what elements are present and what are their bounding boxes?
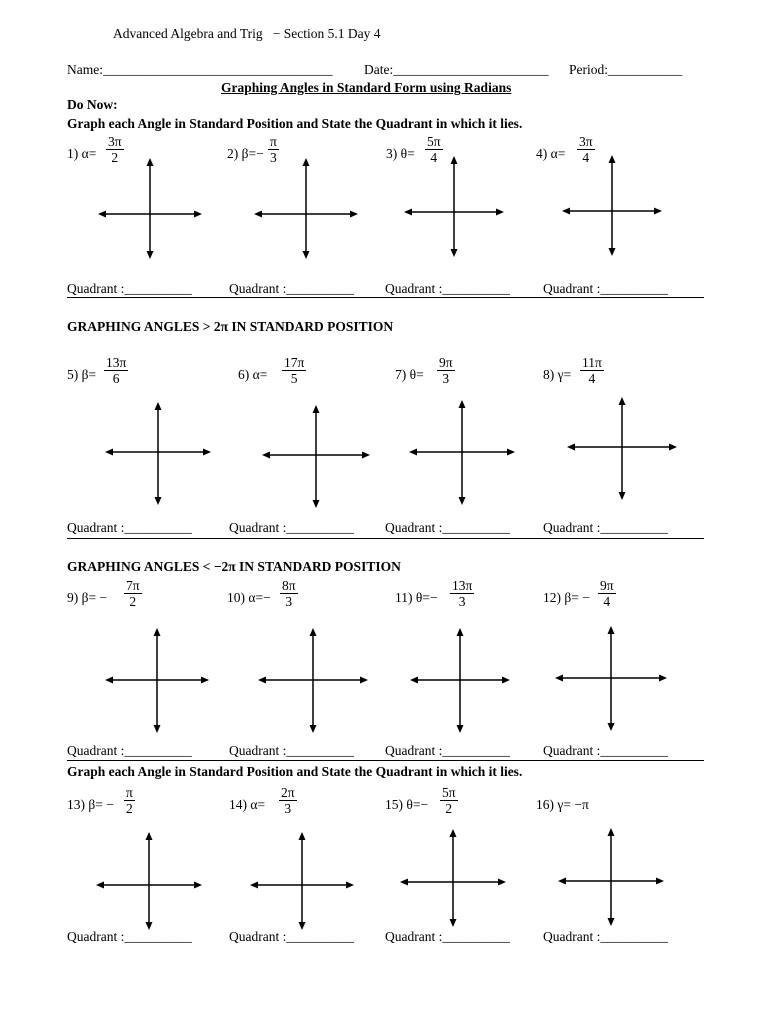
y-axis-arrow-up-icon (155, 402, 162, 410)
quadrant-answer-4[interactable] (543, 281, 668, 297)
do-now-label: Do Now: (67, 97, 118, 112)
quadrant-blank[interactable]: __________ (600, 281, 668, 296)
x-axis-arrow-left-icon (562, 208, 570, 215)
fraction-denominator: 3 (280, 593, 298, 609)
quadrant-answer-6[interactable] (229, 520, 354, 536)
x-axis-arrow-left-icon (400, 879, 408, 886)
angle-fraction (598, 578, 616, 609)
fraction-denominator: 5 (282, 370, 306, 386)
y-axis-arrow-down-icon (147, 251, 154, 259)
quadrant-label: Quadrant : (385, 281, 443, 296)
x-axis-arrow-left-icon (409, 449, 417, 456)
problem-label: 16) γ= −π (536, 797, 589, 812)
angle-fraction (280, 578, 298, 609)
coordinate-axes[interactable] (246, 150, 366, 267)
section-heading-2: GRAPHING ANGLES > 2π IN STANDARD POSITION (67, 319, 394, 334)
section-label: − Section 5.1 Day 4 (272, 26, 381, 41)
quadrant-label: Quadrant : (385, 929, 443, 944)
quadrant-answer-16[interactable] (543, 929, 668, 945)
y-axis-arrow-up-icon (154, 628, 161, 636)
quadrant-answer-14[interactable] (229, 929, 354, 945)
quadrant-blank[interactable]: __________ (442, 281, 510, 296)
quadrant-label: Quadrant : (543, 281, 601, 296)
fraction-numerator: 3π (108, 134, 122, 149)
problem-5 (67, 355, 217, 395)
quadrant-answer-3[interactable] (385, 281, 510, 297)
quadrant-answer-1[interactable] (67, 281, 192, 297)
x-axis-arrow-right-icon (496, 209, 504, 216)
coordinate-axes[interactable] (559, 389, 685, 508)
quadrant-blank[interactable]: __________ (286, 743, 354, 758)
x-axis-arrow-left-icon (258, 677, 266, 684)
quadrant-answer-12[interactable] (543, 743, 668, 759)
y-axis-arrow-down-icon (450, 919, 457, 927)
instructions: Graph each Angle in Standard Position and State the Quadrant in which it lies. (67, 116, 523, 131)
problem-label: 1) α= (67, 146, 97, 161)
quadrant-answer-15[interactable] (385, 929, 510, 945)
problem-13 (67, 785, 217, 825)
quadrant-blank[interactable]: __________ (286, 520, 354, 535)
quadrant-blank[interactable]: __________ (600, 929, 668, 944)
quadrant-blank[interactable]: __________ (124, 743, 192, 758)
date-label: Date: (364, 62, 394, 77)
x-axis-arrow-left-icon (404, 209, 412, 216)
y-axis-arrow-down-icon (457, 725, 464, 733)
y-axis-arrow-down-icon (154, 725, 161, 733)
coordinate-axes[interactable] (250, 620, 376, 741)
quadrant-answer-5[interactable] (67, 520, 192, 536)
name-blank[interactable]: __________________________________ (103, 62, 333, 77)
problem-label: 10) α=− (227, 590, 271, 605)
fraction-denominator: 6 (104, 370, 128, 386)
y-axis-arrow-down-icon (609, 248, 616, 256)
x-axis-arrow-left-icon (262, 452, 270, 459)
x-axis-arrow-right-icon (203, 449, 211, 456)
period-label: Period: (569, 62, 608, 77)
problem-15 (385, 785, 535, 825)
y-axis-arrow-up-icon (146, 832, 153, 840)
x-axis-arrow-left-icon (250, 882, 258, 889)
problem-16 (536, 785, 686, 825)
angle-fraction (124, 785, 135, 816)
coordinate-axes[interactable] (254, 397, 378, 516)
quadrant-blank[interactable]: __________ (600, 520, 668, 535)
quadrant-blank[interactable]: __________ (442, 520, 510, 535)
quadrant-label: Quadrant : (543, 743, 601, 758)
angle-fraction (279, 785, 297, 816)
problem-label: 2) β=− (227, 146, 264, 161)
angle-fraction (104, 355, 128, 386)
fraction-numerator: 3π (579, 134, 593, 149)
page-title: Graphing Angles in Standard Form using Radians (221, 80, 512, 95)
problem-label: 12) β= − (543, 590, 590, 605)
fraction-numerator: π (126, 785, 133, 800)
angle-fraction (450, 578, 474, 609)
problem-label: 11) θ=− (395, 590, 438, 605)
x-axis-arrow-left-icon (96, 882, 104, 889)
quadrant-blank[interactable]: __________ (124, 281, 192, 296)
name-label: Name: (67, 62, 103, 77)
coordinate-axes[interactable] (97, 620, 217, 741)
problem-label: 9) β= − (67, 590, 108, 605)
x-axis-arrow-left-icon (558, 878, 566, 885)
coordinate-axes[interactable] (554, 147, 670, 264)
quadrant-blank[interactable]: __________ (286, 281, 354, 296)
coordinate-axes[interactable] (88, 824, 210, 938)
x-axis-arrow-left-icon (98, 211, 106, 218)
y-axis-arrow-up-icon (609, 155, 616, 163)
quadrant-label: Quadrant : (543, 929, 601, 944)
fraction-numerator: 8π (282, 578, 296, 593)
fraction-denominator: 3 (268, 149, 279, 165)
x-axis-arrow-right-icon (498, 879, 506, 886)
y-axis-arrow-down-icon (608, 918, 615, 926)
x-axis-arrow-right-icon (201, 677, 209, 684)
y-axis-arrow-down-icon (155, 497, 162, 505)
y-axis-arrow-up-icon (457, 628, 464, 636)
problem-12 (543, 578, 693, 618)
fraction-denominator: 2 (106, 149, 124, 165)
quadrant-label: Quadrant : (229, 743, 287, 758)
date-line (364, 62, 549, 78)
fraction-denominator: 3 (450, 593, 474, 609)
problem-label: 8) γ= (543, 367, 572, 382)
y-axis-arrow-down-icon (459, 497, 466, 505)
x-axis-arrow-right-icon (350, 211, 358, 218)
fraction-numerator: 7π (126, 578, 140, 593)
coordinate-axes[interactable] (396, 148, 512, 265)
fraction-numerator: 2π (281, 785, 295, 800)
quadrant-label: Quadrant : (229, 281, 287, 296)
quadrant-label: Quadrant : (67, 520, 125, 535)
x-axis-arrow-right-icon (507, 449, 515, 456)
y-axis-arrow-up-icon (450, 829, 457, 837)
x-axis-arrow-right-icon (659, 675, 667, 682)
quadrant-blank[interactable]: __________ (442, 743, 510, 758)
y-axis-arrow-up-icon (303, 158, 310, 166)
period-blank[interactable]: ___________ (608, 62, 683, 77)
period-line (569, 62, 682, 78)
y-axis-arrow-down-icon (313, 500, 320, 508)
quadrant-label: Quadrant : (543, 520, 601, 535)
fraction-numerator: 9π (439, 355, 453, 370)
quadrant-label: Quadrant : (67, 281, 125, 296)
fraction-denominator: 4 (598, 593, 616, 609)
y-axis-arrow-down-icon (608, 723, 615, 731)
fraction-denominator: 2 (124, 800, 135, 816)
quadrant-answer-10[interactable] (229, 743, 354, 759)
x-axis-arrow-right-icon (346, 882, 354, 889)
problem-9 (67, 578, 217, 618)
y-axis-arrow-up-icon (619, 397, 626, 405)
problem-label: 5) β= (67, 367, 97, 382)
fraction-denominator: 2 (124, 593, 142, 609)
y-axis-arrow-down-icon (451, 249, 458, 257)
problem-label: 3) θ= (386, 146, 415, 161)
problem-label: 13) β= − (67, 797, 114, 812)
angle-fraction (437, 355, 455, 386)
problem-label: 14) α= (229, 797, 266, 812)
x-axis-arrow-right-icon (654, 208, 662, 215)
y-axis-arrow-up-icon (608, 828, 615, 836)
coordinate-axes[interactable] (547, 618, 675, 739)
fraction-numerator: 11π (582, 355, 602, 370)
fraction-denominator: 4 (577, 149, 595, 165)
coordinate-axes[interactable] (242, 824, 362, 938)
course-title (113, 26, 380, 42)
problem-label: 4) α= (536, 146, 566, 161)
section-heading-3: GRAPHING ANGLES < −2π IN STANDARD POSITION (67, 559, 401, 574)
angle-fraction (282, 355, 306, 386)
y-axis-arrow-down-icon (310, 725, 317, 733)
quadrant-label: Quadrant : (229, 520, 287, 535)
quadrant-answer-9[interactable] (67, 743, 192, 759)
coordinate-axes[interactable] (90, 150, 210, 267)
quadrant-label: Quadrant : (229, 929, 287, 944)
fraction-numerator: 5π (442, 785, 456, 800)
fraction-numerator: 5π (427, 134, 441, 149)
fraction-denominator: 3 (279, 800, 297, 816)
angle-fraction (124, 578, 142, 609)
problem-label: 7) θ= (395, 367, 424, 382)
fraction-denominator: 2 (440, 800, 458, 816)
problem-label: 6) α= (238, 367, 268, 382)
quadrant-answer-2[interactable] (229, 281, 354, 297)
problem-10 (227, 578, 377, 618)
x-axis-arrow-right-icon (502, 677, 510, 684)
quadrant-blank[interactable]: __________ (124, 929, 192, 944)
divider-1 (67, 297, 704, 298)
name-line (67, 62, 333, 78)
x-axis-arrow-left-icon (105, 449, 113, 456)
x-axis-arrow-right-icon (362, 452, 370, 459)
quadrant-label: Quadrant : (67, 743, 125, 758)
angle-fraction (440, 785, 458, 816)
fraction-numerator: 13π (106, 355, 127, 370)
y-axis-arrow-up-icon (310, 628, 317, 636)
problem-11 (395, 578, 545, 618)
y-axis-arrow-up-icon (299, 832, 306, 840)
y-axis-arrow-up-icon (147, 158, 154, 166)
y-axis-arrow-up-icon (608, 626, 615, 634)
x-axis-arrow-left-icon (410, 677, 418, 684)
coordinate-axes[interactable] (550, 820, 672, 934)
section-heading-4: Graph each Angle in Standard Position and State the Quadrant in which it lies. (67, 764, 523, 779)
problem-label: 15) θ=− (385, 797, 429, 812)
angle-fraction (580, 355, 604, 386)
quadrant-label: Quadrant : (385, 743, 443, 758)
quadrant-label: Quadrant : (385, 520, 443, 535)
y-axis-arrow-down-icon (303, 251, 310, 259)
divider-3 (67, 760, 704, 761)
x-axis-arrow-right-icon (656, 878, 664, 885)
y-axis-arrow-up-icon (313, 405, 320, 413)
problem-7 (395, 355, 545, 395)
coordinate-axes[interactable] (97, 394, 219, 513)
quadrant-blank[interactable]: __________ (124, 520, 192, 535)
quadrant-blank[interactable]: __________ (600, 743, 668, 758)
problem-6 (238, 355, 388, 395)
fraction-denominator: 4 (425, 149, 443, 165)
quadrant-blank[interactable]: __________ (442, 929, 510, 944)
quadrant-answer-7[interactable] (385, 520, 510, 536)
x-axis-arrow-left-icon (105, 677, 113, 684)
fraction-denominator: 4 (580, 370, 604, 386)
x-axis-arrow-left-icon (555, 675, 563, 682)
y-axis-arrow-down-icon (619, 492, 626, 500)
fraction-denominator: 3 (437, 370, 455, 386)
x-axis-arrow-right-icon (194, 211, 202, 218)
quadrant-answer-13[interactable] (67, 929, 192, 945)
y-axis-arrow-up-icon (459, 400, 466, 408)
fraction-numerator: π (270, 134, 277, 149)
course-name: Advanced Algebra and Trig (113, 26, 263, 41)
quadrant-answer-11[interactable] (385, 743, 510, 759)
coordinate-axes[interactable] (392, 821, 514, 935)
divider-2 (67, 538, 704, 539)
coordinate-axes[interactable] (402, 620, 518, 741)
x-axis-arrow-left-icon (254, 211, 262, 218)
quadrant-blank[interactable]: __________ (286, 929, 354, 944)
problem-14 (229, 785, 379, 825)
fraction-numerator: 17π (284, 355, 305, 370)
x-axis-arrow-right-icon (360, 677, 368, 684)
fraction-numerator: 9π (600, 578, 614, 593)
quadrant-answer-8[interactable] (543, 520, 668, 536)
quadrant-label: Quadrant : (67, 929, 125, 944)
x-axis-arrow-right-icon (194, 882, 202, 889)
coordinate-axes[interactable] (401, 392, 523, 513)
date-blank[interactable]: _______________________ (393, 62, 549, 77)
x-axis-arrow-right-icon (669, 444, 677, 451)
y-axis-arrow-up-icon (451, 156, 458, 164)
fraction-numerator: 13π (452, 578, 473, 593)
x-axis-arrow-left-icon (567, 444, 575, 451)
